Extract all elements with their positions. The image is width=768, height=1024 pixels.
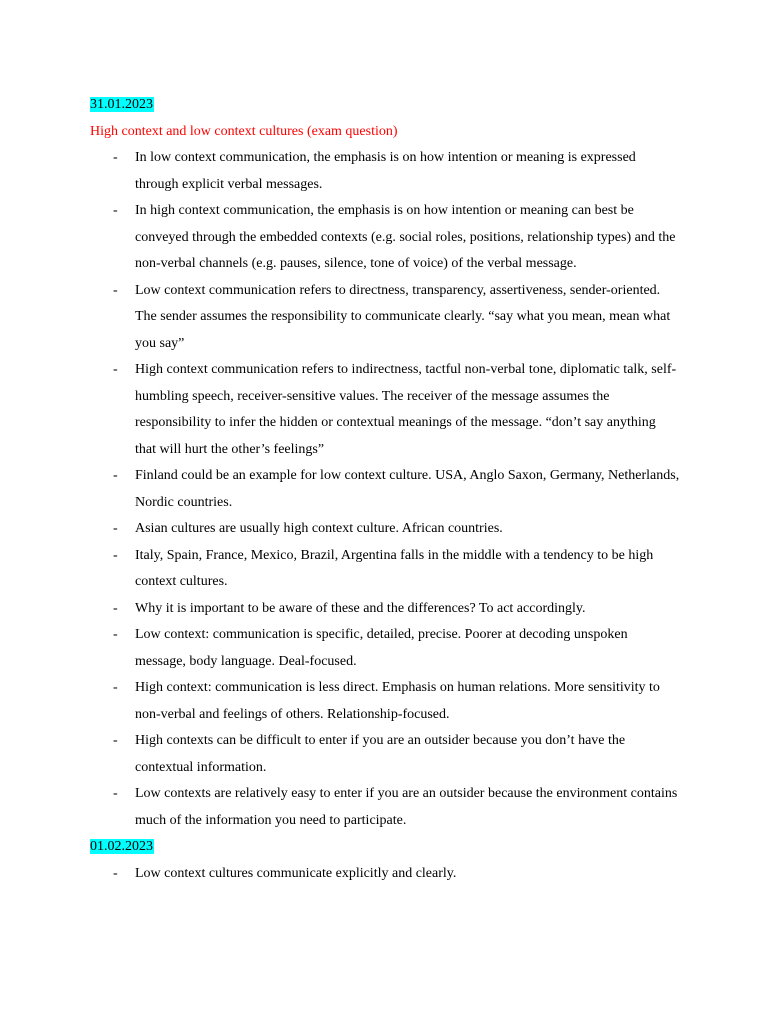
bullet-dash: - — [113, 468, 118, 483]
bullet-dash: - — [113, 282, 118, 298]
bullet-dash: - — [113, 150, 118, 165]
list-item-text: High context communication refers to indirectness, tactful non-verbal tone, diplomatic talk, self-humbling speech, receiver-sensitive values. The receiver of the message assumes the responsibility to infer the hidden or contextual meanings of the message. “don’t say anything that will hurt the other’s feelings” — [135, 362, 677, 457]
bullet-dash: - — [113, 680, 118, 695]
list-item-text: Low context communication refers to directness, transparency, assertiveness, sender-oriented. The sender assumes the responsibility to communicate clearly. “say what you mean, mean what you say” — [135, 282, 671, 351]
list-item — [90, 145, 680, 198]
list-item-text: Why it is important to be aware of these and the differences? To act accordingly. — [135, 600, 586, 616]
list-item-text: Low context cultures communicate explicitly and clearly. — [135, 865, 457, 881]
list-item — [90, 728, 680, 781]
list-item-text: High context: communication is less direct. Emphasis on human relations. More sensitivity to non-verbal and feelings of others. Relationship-focused. — [135, 680, 660, 722]
bullet-dash: - — [113, 865, 118, 881]
bullet-dash: - — [113, 733, 118, 748]
list-item — [90, 675, 680, 728]
list-item — [90, 781, 680, 834]
bullet-list — [90, 145, 690, 834]
bullet-dash: - — [113, 600, 118, 616]
bullet-dash: - — [113, 627, 118, 642]
list-item-text: In high context communication, the emphasis is on how intention or meaning can best be conveyed through the embedded contexts (e.g. social roles, positions, relationship types) and the non-verbal channels (e.g. pauses, silence, tone of voice) of the verbal message. — [135, 203, 676, 271]
list-item-text: Low context: communication is specific, detailed, precise. Poorer at decoding unspoken message, body language. Deal-focused. — [135, 627, 628, 669]
document-body — [90, 92, 690, 887]
list-item — [90, 463, 680, 516]
bullet-dash: - — [113, 362, 118, 377]
list-item — [90, 357, 680, 463]
list-item-text: High contexts can be difficult to enter if you are an outsider because you don’t have the contextual information. — [135, 733, 626, 775]
bullet-list — [90, 861, 690, 888]
section-heading: High context and low context cultures (exam question) — [90, 123, 398, 139]
list-item — [90, 622, 680, 675]
list-item-text: Asian cultures are usually high context culture. African countries. — [135, 521, 503, 536]
list-item — [90, 861, 680, 888]
section-date-line — [90, 834, 690, 861]
list-item — [90, 543, 680, 596]
list-item-text: Finland could be an example for low context culture. USA, Anglo Saxon, Germany, Netherlands, Nordic countries. — [135, 468, 680, 510]
section-date: 01.02.2023 — [90, 839, 153, 854]
bullet-dash: - — [113, 203, 118, 218]
bullet-dash: - — [113, 521, 118, 536]
list-item — [90, 278, 680, 358]
list-item — [90, 596, 680, 623]
section-date: 31.01.2023 — [90, 97, 153, 112]
list-item-text: In low context communication, the emphasis is on how intention or meaning is expressed through explicit verbal messages. — [135, 150, 636, 192]
list-item — [90, 198, 680, 278]
list-item — [90, 516, 680, 543]
bullet-dash: - — [113, 786, 118, 801]
list-item-text: Low contexts are relatively easy to enter if you are an outsider because the environment contains much of the information you need to participate. — [135, 786, 678, 828]
list-item-text: Italy, Spain, France, Mexico, Brazil, Argentina falls in the middle with a tendency to be high context cultures. — [135, 547, 654, 589]
bullet-dash: - — [113, 547, 118, 563]
section-date-line — [90, 92, 690, 119]
